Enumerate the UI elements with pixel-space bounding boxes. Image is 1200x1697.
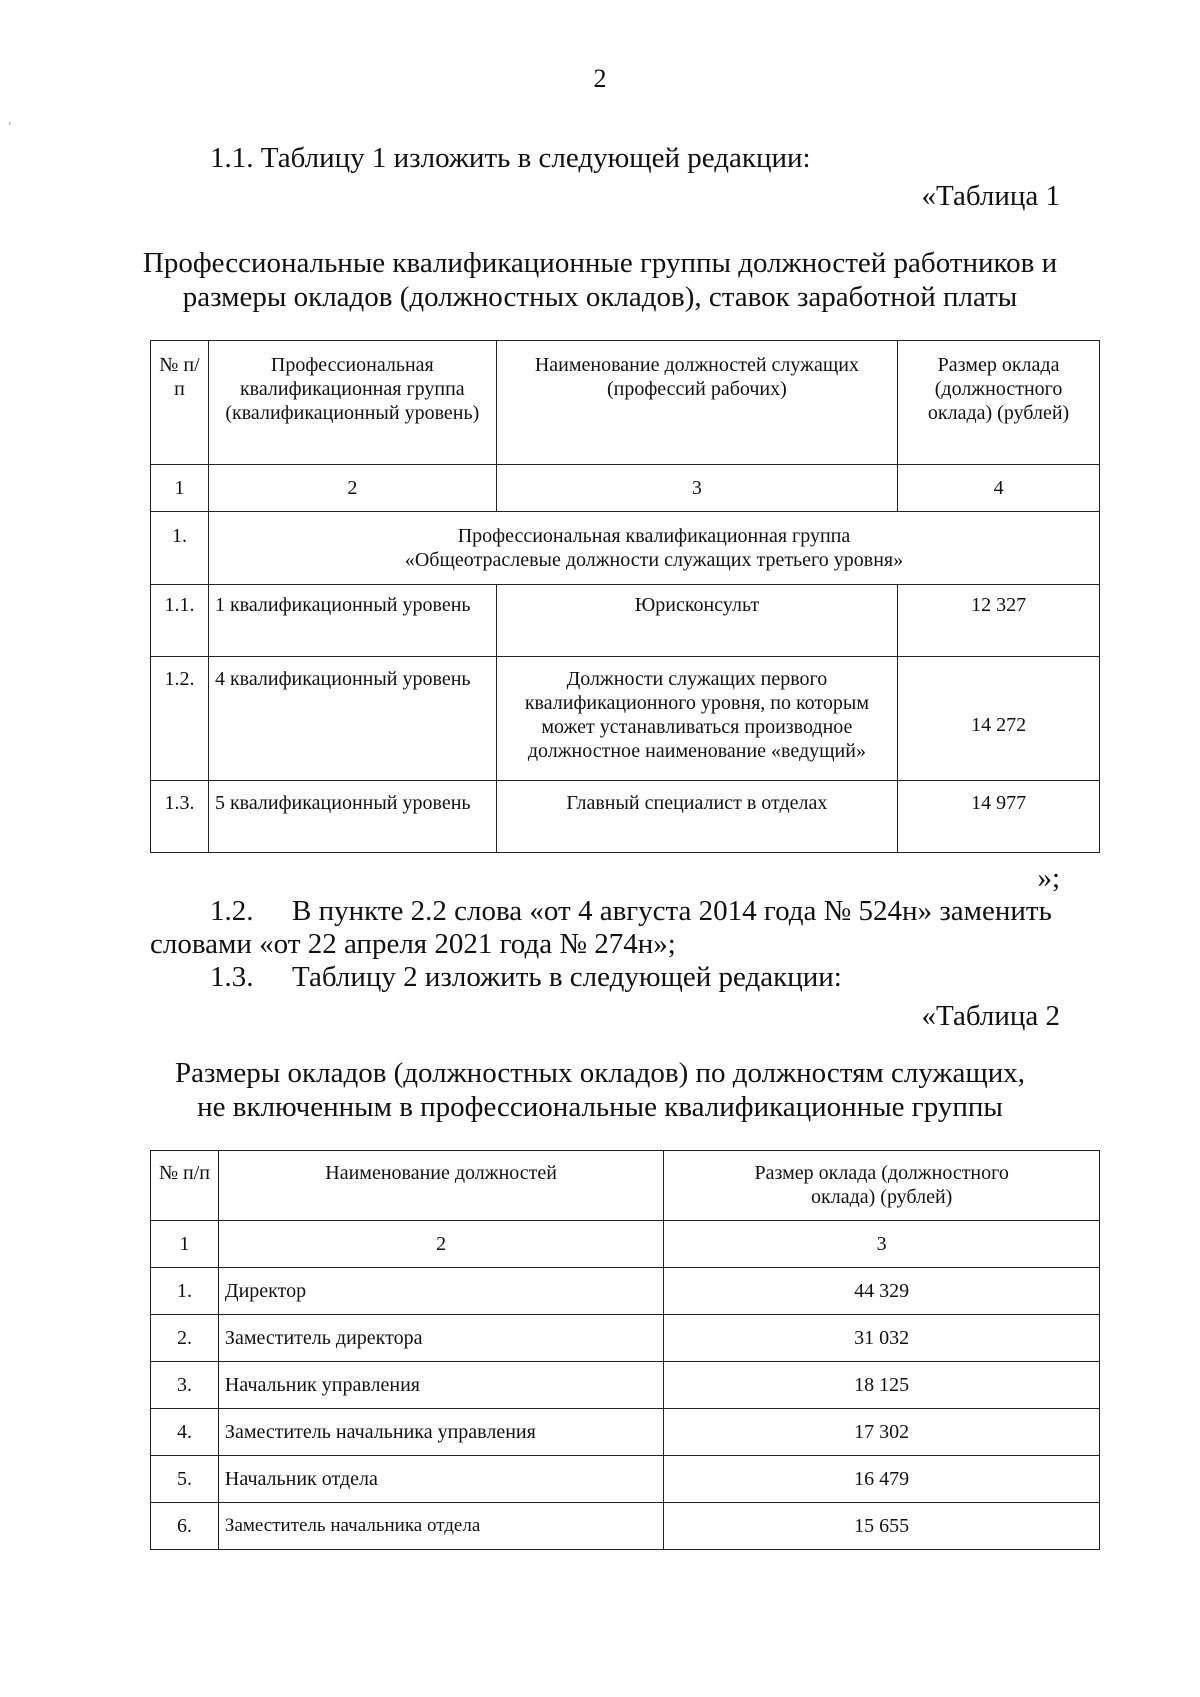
table1-group-number: 1.: [151, 512, 209, 585]
table-row: [151, 1503, 1100, 1550]
table1-group-line2: «Общеотраслевые должности служащих третьего уровня»: [404, 549, 904, 571]
item-1-1-text: 1.1. Таблицу 1 изложить в следующей редакции:: [210, 142, 811, 174]
row-name: Заместитель начальника отдела: [218, 1503, 663, 1550]
row-name: Заместитель директора: [218, 1315, 663, 1362]
table2: [150, 1150, 1100, 1550]
table1-group-name: [208, 512, 1099, 585]
table1-group-line1: Профессиональная квалификационная группа: [457, 525, 851, 547]
row-position: Главный специалист в отделах: [496, 781, 897, 853]
item-1-2-line1: В пункте 2.2 слова «от 4 августа 2014 года № 524н» заменить: [292, 895, 1052, 927]
table1-closing: »;: [1037, 862, 1060, 894]
table-row: [151, 585, 1100, 657]
table2-header-row: [151, 1151, 1100, 1221]
table2-colnum-1: 1: [151, 1221, 219, 1268]
table-row: [151, 657, 1100, 781]
row-name: Директор: [218, 1268, 663, 1315]
item-1-2-number: 1.2.: [210, 895, 254, 927]
table1: [150, 340, 1100, 853]
table1-title-line2: размеры окладов (должностных окладов), ставок заработной платы: [182, 281, 1018, 313]
table1-group-row: [151, 512, 1100, 585]
row-salary: 12 327: [898, 585, 1100, 657]
row-salary: 16 479: [664, 1456, 1100, 1503]
row-position: Должности служащих первого квалификационного уровня, по которым может устанавливаться производное должностное наименование «ведущий»: [496, 657, 897, 781]
row-number: 5.: [151, 1456, 219, 1503]
table2-header-salary: Размер оклада (должностного оклада) (рублей): [664, 1151, 1100, 1221]
table2-colnum-2: 2: [218, 1221, 663, 1268]
row-salary: 14 272: [898, 657, 1100, 781]
row-salary: 31 032: [664, 1315, 1100, 1362]
table1-header-num: № п/п: [151, 341, 209, 465]
table1-header-group: Профессиональная квалификационная группа (квалификационный уровень): [208, 341, 496, 465]
item-1-3-number: 1.3.: [210, 961, 254, 993]
row-name: Начальник отдела: [218, 1456, 663, 1503]
table2-header-name: Наименование должностей: [218, 1151, 663, 1221]
table1-header-salary: Размер оклада (должностного оклада) (рублей): [898, 341, 1100, 465]
table1-colnum-1: 1: [151, 465, 209, 512]
row-number: 3.: [151, 1362, 219, 1409]
table2-colnum-row: [151, 1221, 1100, 1268]
row-number: 6.: [151, 1503, 219, 1550]
row-salary: 44 329: [664, 1268, 1100, 1315]
row-level: 4 квалификационный уровень: [208, 657, 496, 781]
table1-header-position: Наименование должностей служащих (профессий рабочих): [496, 341, 897, 465]
row-position: Юрисконсульт: [496, 585, 897, 657]
page-number: 2: [593, 64, 607, 93]
table-row: [151, 1315, 1100, 1362]
row-salary: 15 655: [664, 1503, 1100, 1550]
row-number: 4.: [151, 1409, 219, 1456]
table-row: [151, 1268, 1100, 1315]
row-number: 1.1.: [151, 585, 209, 657]
row-name: Начальник управления: [218, 1362, 663, 1409]
item-1-3-text: Таблицу 2 изложить в следующей редакции:: [292, 961, 842, 993]
table1-colnum-4: 4: [898, 465, 1100, 512]
table2-title-line2: не включенным в профессиональные квалификационные группы: [197, 1091, 1003, 1123]
row-level: 1 квалификационный уровень: [208, 585, 496, 657]
table2-colnum-3: 3: [664, 1221, 1100, 1268]
table1-colnum-row: [151, 465, 1100, 512]
row-number: 2.: [151, 1315, 219, 1362]
table1-title-line1: Профессиональные квалификационные группы должностей работников и: [142, 247, 1058, 279]
table-row: [151, 1362, 1100, 1409]
item-1-2-line2: словами «от 22 апреля 2021 года № 274н»;: [150, 928, 676, 960]
table-row: [151, 781, 1100, 853]
row-number: 1.3.: [151, 781, 209, 853]
table2-title-line1: Размеры окладов (должностных окладов) по должностям служащих,: [175, 1057, 1025, 1089]
table2-label: «Таблица 2: [921, 1000, 1060, 1032]
table-row: [151, 1456, 1100, 1503]
table1-colnum-3: 3: [496, 465, 897, 512]
margin-mark: ¸: [8, 114, 12, 125]
row-salary: 17 302: [664, 1409, 1100, 1456]
table1-colnum-2: 2: [208, 465, 496, 512]
row-salary: 14 977: [898, 781, 1100, 853]
row-salary: 18 125: [664, 1362, 1100, 1409]
row-name: Заместитель начальника управления: [218, 1409, 663, 1456]
table2-header-num: № п/п: [151, 1151, 219, 1221]
row-number: 1.: [151, 1268, 219, 1315]
row-level: 5 квалификационный уровень: [208, 781, 496, 853]
table1-header-row: [151, 341, 1100, 465]
table-row: [151, 1409, 1100, 1456]
table1-label: «Таблица 1: [921, 180, 1060, 212]
row-number: 1.2.: [151, 657, 209, 781]
